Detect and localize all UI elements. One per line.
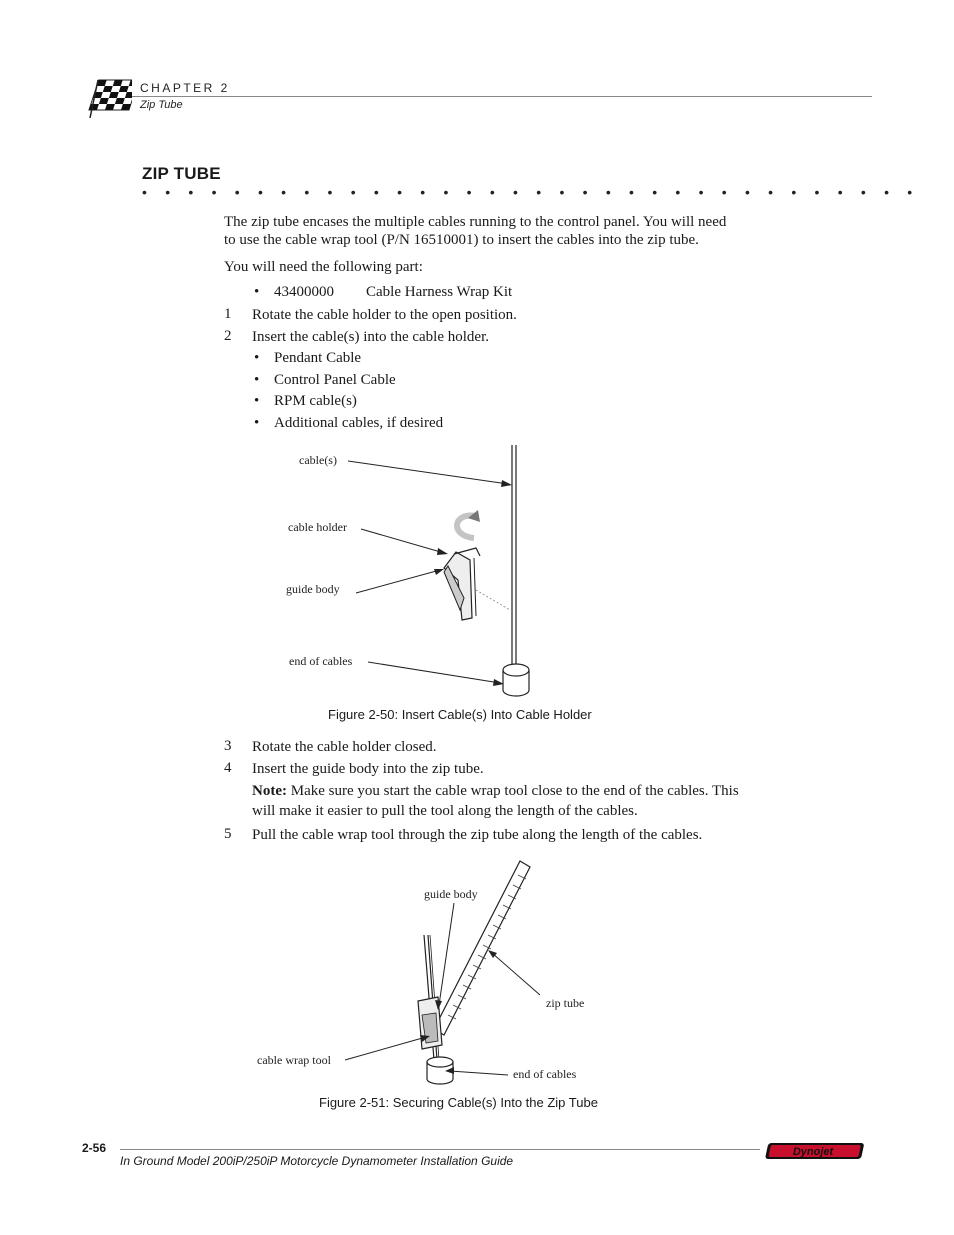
- bullet-icon: •: [254, 415, 260, 431]
- cable-item: Control Panel Cable: [274, 372, 396, 388]
- chapter-label: CHAPTER 2: [140, 81, 230, 95]
- step-text: Insert the guide body into the zip tube.: [252, 761, 484, 777]
- need-part-text: You will need the following part:: [224, 259, 423, 275]
- dynojet-logo: [763, 1140, 865, 1162]
- cable-item: Pendant Cable: [274, 350, 362, 366]
- step-text: Rotate the cable holder to the open position.: [252, 307, 517, 323]
- bullet-icon: •: [254, 372, 260, 388]
- figure-51-label-guide: guide body: [424, 887, 478, 901]
- logo-text: Dynojet: [792, 1146, 834, 1158]
- intro-line-1: The zip tube encases the multiple cables running to the control panel. You will need: [224, 214, 727, 230]
- step-number: 5: [224, 826, 232, 842]
- note-line-2: will make it easier to pull the tool along the length of the cables.: [252, 803, 638, 819]
- dotted-divider: • • • • • • • • • • • • • • • • • • • • • • • • • • • • • • • • • •: [142, 184, 920, 200]
- step-number: 3: [224, 738, 232, 754]
- bullet-icon: •: [254, 393, 260, 409]
- page-number: 2-56: [82, 1141, 107, 1155]
- figure-50-caption: Figure 2-50: Insert Cable(s) Into Cable Holder: [328, 707, 592, 722]
- step-number: 4: [224, 760, 232, 776]
- figure-50-label-end: end of cables: [289, 654, 353, 668]
- part-name: Cable Harness Wrap Kit: [366, 284, 513, 300]
- header-rule: [132, 96, 872, 97]
- checkered-flag-icon: [82, 76, 132, 120]
- step-text: Pull the cable wrap tool through the zip tube along the length of the cables.: [252, 827, 703, 843]
- note-text: Make sure you start the cable wrap tool close to the end of the cables. This: [286, 783, 739, 799]
- intro-line-2: to use the cable wrap tool (P/N 16510001) to insert the cables into the zip tube.: [224, 232, 699, 248]
- note-label: Note:: [252, 783, 287, 799]
- section-breadcrumb: Zip Tube: [140, 99, 183, 111]
- bullet-icon: •: [254, 284, 260, 300]
- figure-51-label-tube: zip tube: [546, 996, 585, 1010]
- cable-item: Additional cables, if desired: [274, 415, 444, 431]
- step-text: Rotate the cable holder closed.: [252, 739, 437, 755]
- figure-51-caption: Figure 2-51: Securing Cable(s) Into the Zip Tube: [319, 1095, 598, 1110]
- cable-item: RPM cable(s): [274, 393, 357, 409]
- step-text: Insert the cable(s) into the cable holder.: [252, 329, 489, 345]
- section-title: ZIP TUBE: [142, 164, 221, 183]
- figure-50-label-guide: guide body: [286, 582, 340, 596]
- step-number: 2: [224, 328, 232, 344]
- bullet-icon: •: [254, 350, 260, 366]
- document-title: In Ground Model 200iP/250iP Motorcycle Dynamometer Installation Guide: [120, 1154, 514, 1168]
- figure-50-label-cables: cable(s): [299, 453, 337, 467]
- figure-51-label-tool: cable wrap tool: [257, 1053, 331, 1067]
- footer-rule: [120, 1149, 760, 1150]
- note-line-1: [252, 781, 822, 801]
- figure-51-label-end: end of cables: [513, 1067, 577, 1081]
- step-number: 1: [224, 306, 232, 322]
- part-number: 43400000: [274, 284, 334, 300]
- figure-50-label-holder: cable holder: [288, 520, 347, 534]
